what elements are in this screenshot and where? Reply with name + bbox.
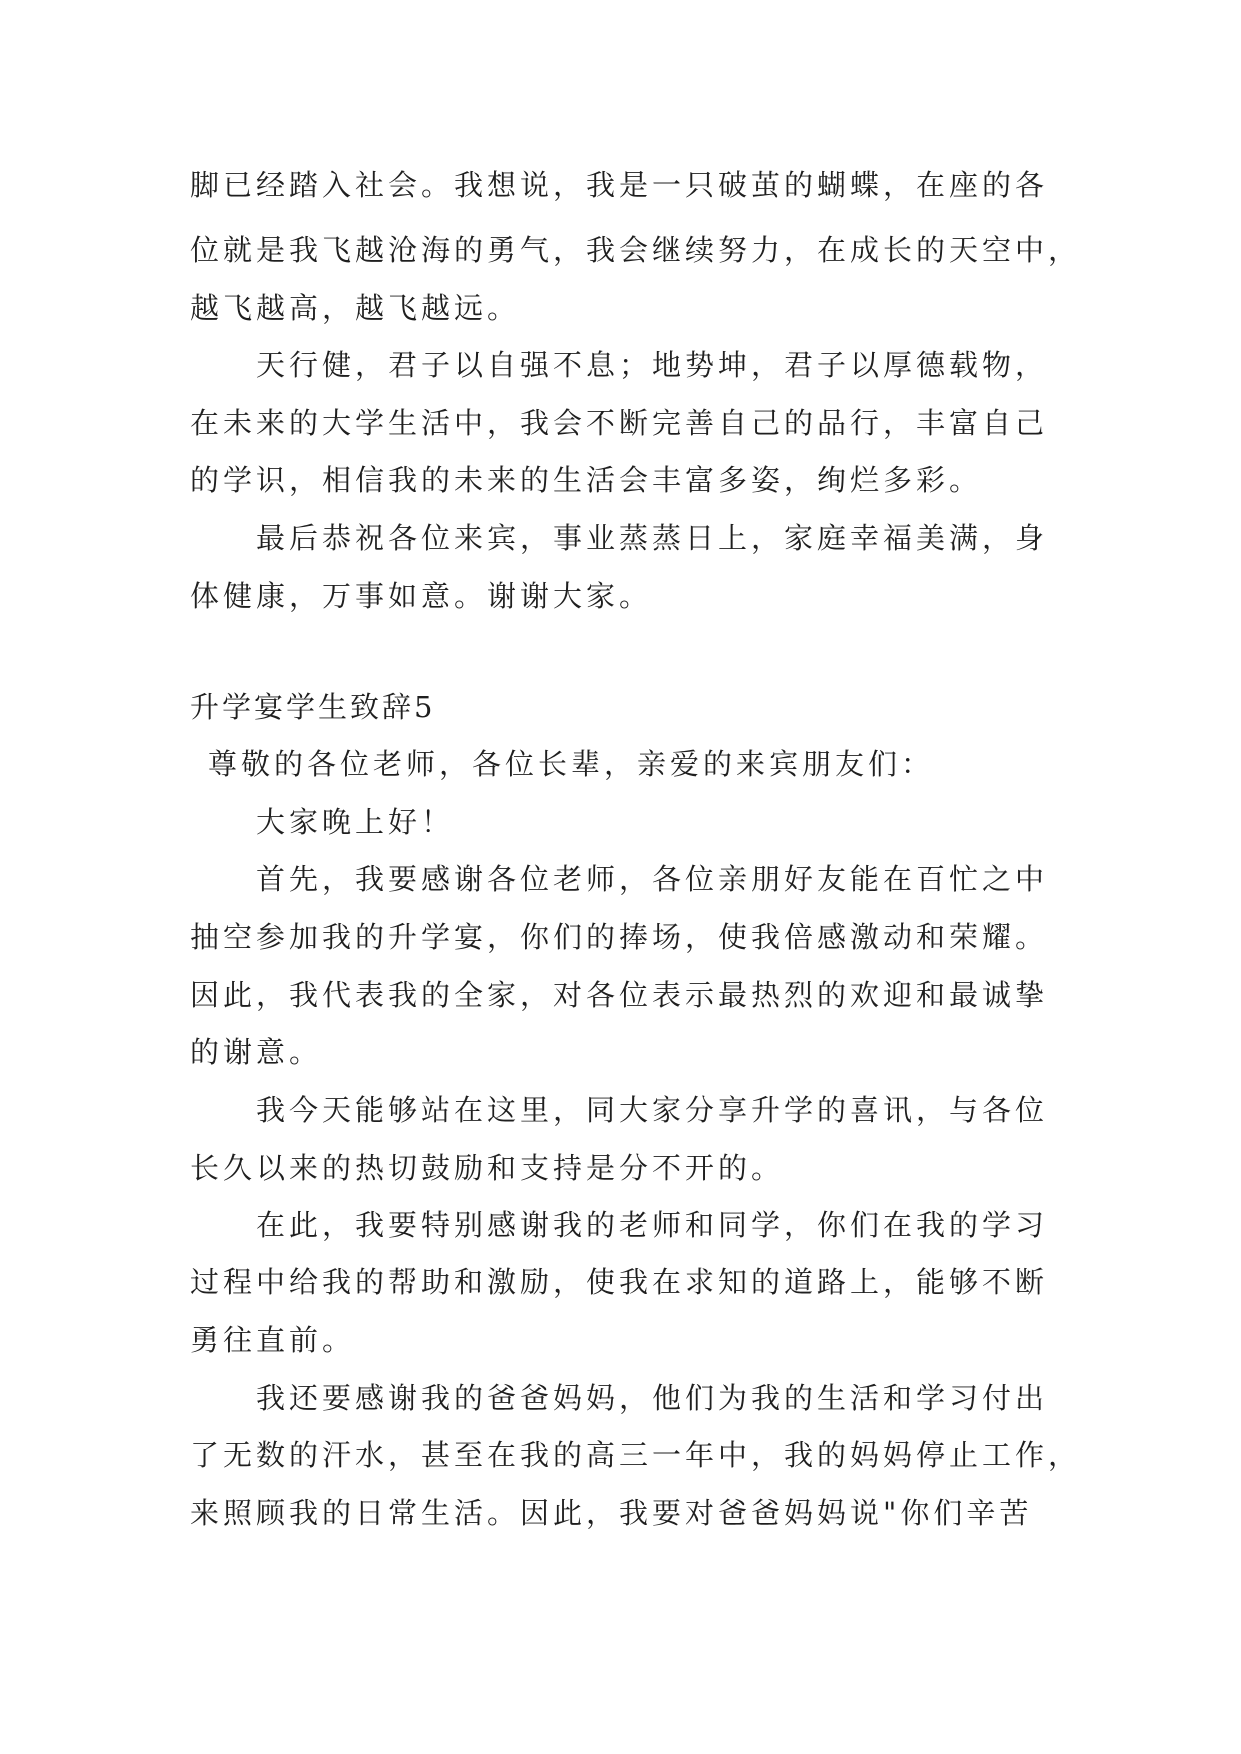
text-line: 来照顾我的日常生活。因此，我要对爸爸妈妈说"你们辛苦 — [190, 1496, 1033, 1530]
text-line: 越飞越高，越飞越远。 — [190, 291, 521, 325]
paragraph-first-line: 最后恭祝各位来宾，事业蒸蒸日上，家庭幸福美满，身 — [256, 521, 1049, 555]
salutation: 尊敬的各位老师，各位长辈，亲爱的来宾朋友们： — [208, 747, 935, 781]
paragraph-first-line: 首先，我要感谢各位老师，各位亲朋好友能在百忙之中 — [256, 862, 1049, 896]
text-line: 因此，我代表我的全家，对各位表示最热烈的欢迎和最诚挚 — [190, 978, 1049, 1012]
paragraph-first-line: 我今天能够站在这里，同大家分享升学的喜讯，与各位 — [256, 1093, 1049, 1127]
text-line: 的学识，相信我的未来的生活会丰富多姿，绚烂多彩。 — [190, 463, 983, 497]
paragraph-first-line: 我还要感谢我的爸爸妈妈，他们为我的生活和学习付出 — [256, 1381, 1049, 1415]
text-line: 抽空参加我的升学宴，你们的捧场，使我倍感激动和荣耀。 — [190, 920, 1049, 954]
paragraph-first-line: 天行健，君子以自强不息；地势坤，君子以厚德载物， — [256, 348, 1049, 382]
text-line: 的谢意。 — [190, 1035, 323, 1069]
text-line: 位就是我飞越沧海的勇气，我会继续努力，在成长的天空中， — [190, 233, 1082, 267]
text-line: 体健康，万事如意。谢谢大家。 — [190, 579, 653, 613]
greeting: 大家晚上好！ — [256, 805, 455, 839]
text-line: 脚已经踏入社会。我想说，我是一只破茧的蝴蝶，在座的各 — [190, 168, 1049, 202]
text-line: 长久以来的热切鼓励和支持是分不开的。 — [190, 1151, 785, 1185]
section-heading: 升学宴学生致辞5 — [190, 690, 436, 724]
text-line: 勇往直前。 — [190, 1323, 356, 1357]
text-line: 了无数的汗水，甚至在我的高三一年中，我的妈妈停止工作， — [190, 1438, 1082, 1472]
text-line: 过程中给我的帮助和激励，使我在求知的道路上，能够不断 — [190, 1265, 1049, 1299]
paragraph-first-line: 在此，我要特别感谢我的老师和同学，你们在我的学习 — [256, 1208, 1049, 1242]
text-line: 在未来的大学生活中，我会不断完善自己的品行，丰富自己 — [190, 406, 1049, 440]
